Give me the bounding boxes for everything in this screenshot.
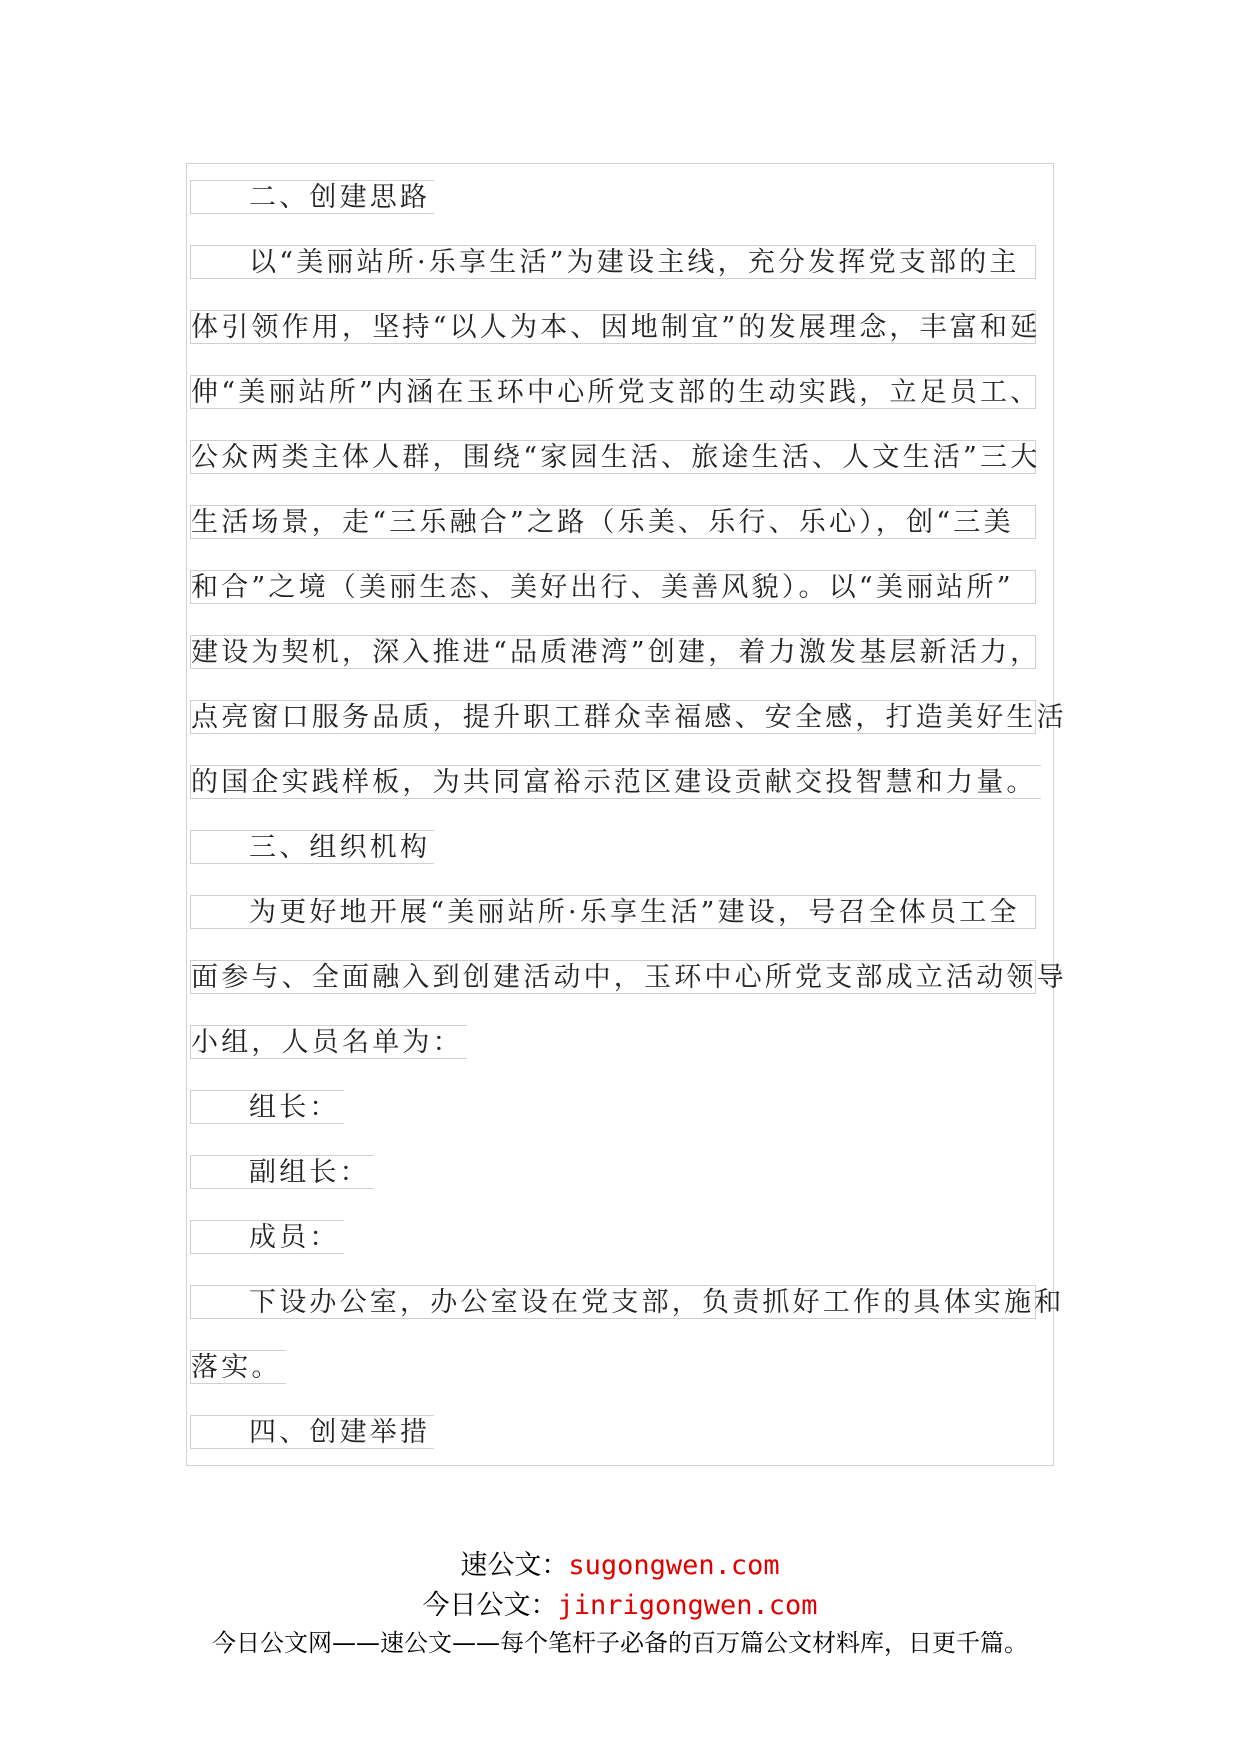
footer-label: 速公文： bbox=[460, 1550, 569, 1581]
document-frame bbox=[186, 163, 1067, 1466]
footer-link-sugongwen[interactable]: sugongwen.com bbox=[568, 1550, 780, 1581]
section-heading-3: 三、组织机构 bbox=[190, 830, 434, 864]
deputy-leader-line: 副组长： bbox=[190, 1155, 374, 1189]
paragraph-line: 建设为契机，深入推进“品质港湾”创建，着力激发基层新活力， bbox=[191, 637, 1041, 668]
paragraph-line: 公众两类主体人群，围绕“家园生活、旅途生活、人文生活”三大 bbox=[191, 442, 1041, 473]
section-heading-2: 二、创建思路 bbox=[190, 180, 434, 214]
paragraph-line: 体引领作用，坚持“以人为本、因地制宜”的发展理念，丰富和延 bbox=[191, 312, 1041, 343]
paragraph-line: 小组，人员名单为： bbox=[190, 1025, 467, 1059]
paragraph-line: 伸“美丽站所”内涵在玉环中心所党支部的生动实践，立足员工、 bbox=[191, 377, 1041, 408]
paragraph-line: 点亮窗口服务品质，提升职工群众幸福感、安全感，打造美好生活 bbox=[191, 702, 1067, 733]
team-leader-line: 组长： bbox=[190, 1090, 344, 1124]
paragraph-line: 生活场景，走“三乐融合”之路（乐美、乐行、乐心），创“三美 bbox=[190, 505, 1036, 539]
paragraph-line: 和合”之境（美丽生态、美好出行、美善风貌）。以“美丽站所” bbox=[190, 570, 1036, 604]
footer-label: 今日公文： bbox=[422, 1590, 558, 1621]
section-heading-4: 四、创建举措 bbox=[190, 1415, 434, 1449]
paragraph-line: 面参与、全面融入到创建活动中，玉环中心所党支部成立活动领导 bbox=[191, 962, 1067, 993]
footer-link-jinrigongwen[interactable]: jinrigongwen.com bbox=[557, 1590, 818, 1621]
paragraph-line: 为更好地开展“美丽站所·乐享生活”建设，号召全体员工全 bbox=[190, 895, 1036, 929]
footer-line-sugongwen bbox=[0, 1543, 1240, 1582]
members-line: 成员： bbox=[190, 1220, 344, 1254]
paragraph-line: 下设办公室，办公室设在党支部，负责抓好工作的具体实施和 bbox=[190, 1285, 1036, 1319]
footer-line-jinrigongwen bbox=[0, 1583, 1240, 1622]
paragraph-line: 落实。 bbox=[190, 1350, 286, 1384]
paragraph-line: 的国企实践样板，为共同富裕示范区建设贡献交投智慧和力量。 bbox=[190, 765, 1041, 799]
paragraph-line: 以“美丽站所·乐享生活”为建设主线，充分发挥党支部的主 bbox=[190, 245, 1036, 279]
footer-slogan: 今日公文网——速公文——每个笔杆子必备的百万篇公文材料库，日更千篇。 bbox=[212, 1629, 1028, 1657]
